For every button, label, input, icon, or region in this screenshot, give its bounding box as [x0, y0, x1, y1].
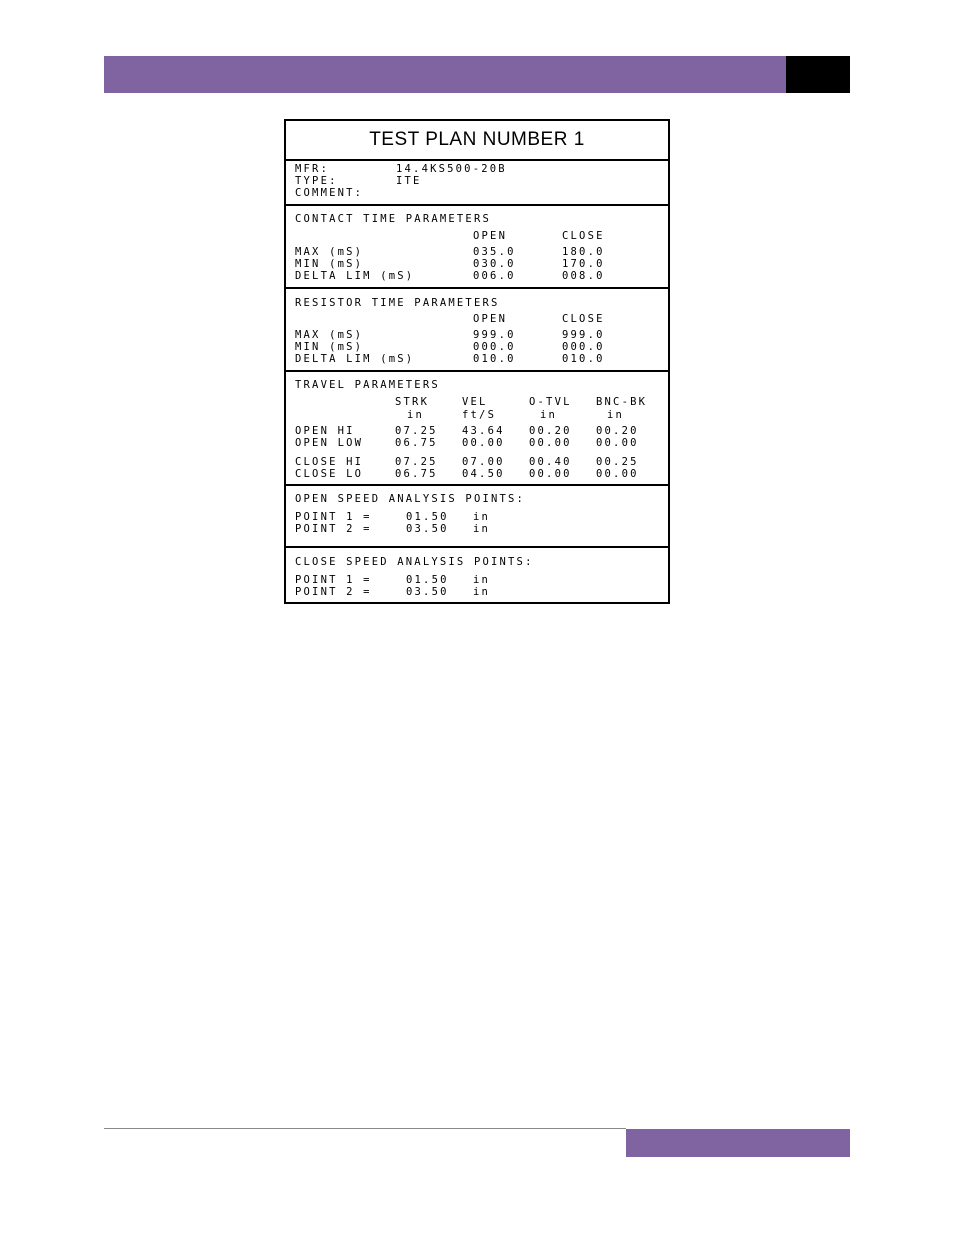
contact-heading: CONTACT TIME PARAMETERS — [295, 213, 491, 225]
open-speed-point-value: 03.50 — [406, 523, 449, 535]
travel-cell: 07.25 — [395, 425, 438, 437]
close-speed-point-value: 03.50 — [406, 586, 449, 598]
contact-row-close: 180.0 — [562, 246, 605, 258]
contact-row-open: 030.0 — [473, 258, 516, 270]
contact-row-label: DELTA LIM (mS) — [295, 270, 415, 282]
open-speed-point-value: 01.50 — [406, 511, 449, 523]
resistor-row-close: 999.0 — [562, 329, 605, 341]
resistor-col-open: OPEN — [473, 313, 508, 325]
footer-rule — [104, 1128, 626, 1129]
footer-bar — [626, 1129, 850, 1157]
type-value: ITE — [396, 175, 422, 187]
travel-row-label: OPEN LOW — [295, 437, 364, 449]
contact-row-open: 006.0 — [473, 270, 516, 282]
travel-col-unit: in — [407, 409, 425, 421]
comment-label: COMMENT: — [295, 187, 364, 199]
open-speed-point-label: POINT 1 = — [295, 511, 372, 523]
open-speed-point-label: POINT 2 = — [295, 523, 372, 535]
mfr-value: 14.4KS500-20B — [396, 163, 507, 175]
travel-cell: 07.25 — [395, 456, 438, 468]
travel-cell: 00.00 — [596, 437, 639, 449]
contact-row-label: MAX (mS) — [295, 246, 364, 258]
resistor-heading: RESISTOR TIME PARAMETERS — [295, 297, 500, 309]
divider — [286, 287, 668, 289]
travel-col-unit: in — [540, 409, 558, 421]
travel-col-unit: in — [607, 409, 625, 421]
travel-cell: 06.75 — [395, 468, 438, 480]
travel-cell: 00.25 — [596, 456, 639, 468]
close-speed-heading: CLOSE SPEED ANALYSIS POINTS: — [295, 556, 534, 568]
contact-row-label: MIN (mS) — [295, 258, 364, 270]
travel-col-name: O-TVL — [529, 396, 572, 408]
travel-cell: 00.00 — [462, 437, 505, 449]
resistor-row-open: 000.0 — [473, 341, 516, 353]
test-plan-printout — [284, 119, 670, 604]
travel-cell: 00.00 — [529, 437, 572, 449]
type-label: TYPE: — [295, 175, 338, 187]
travel-cell: 04.50 — [462, 468, 505, 480]
travel-cell: 00.20 — [529, 425, 572, 437]
open-speed-point-unit: in — [473, 523, 491, 535]
divider — [286, 159, 668, 161]
travel-col-name: BNC-BK — [596, 396, 648, 408]
resistor-row-label: MAX (mS) — [295, 329, 364, 341]
mfr-label: MFR: — [295, 163, 330, 175]
close-speed-point-label: POINT 1 = — [295, 574, 372, 586]
contact-row-close: 008.0 — [562, 270, 605, 282]
divider — [286, 370, 668, 372]
close-speed-point-value: 01.50 — [406, 574, 449, 586]
travel-cell: 00.40 — [529, 456, 572, 468]
travel-cell: 00.20 — [596, 425, 639, 437]
contact-col-open: OPEN — [473, 230, 508, 242]
contact-row-open: 035.0 — [473, 246, 516, 258]
open-speed-point-unit: in — [473, 511, 491, 523]
travel-col-unit: ft/S — [462, 409, 497, 421]
resistor-row-open: 010.0 — [473, 353, 516, 365]
resistor-row-label: MIN (mS) — [295, 341, 364, 353]
travel-row-label: OPEN HI — [295, 425, 355, 437]
close-speed-point-unit: in — [473, 574, 491, 586]
divider — [286, 546, 668, 548]
divider — [286, 204, 668, 206]
resistor-row-close: 010.0 — [562, 353, 605, 365]
resistor-row-label: DELTA LIM (mS) — [295, 353, 415, 365]
travel-cell: 07.00 — [462, 456, 505, 468]
resistor-col-close: CLOSE — [562, 313, 605, 325]
resistor-row-open: 999.0 — [473, 329, 516, 341]
printout-title: TEST PLAN NUMBER 1 — [369, 129, 585, 150]
travel-row-label: CLOSE HI — [295, 456, 364, 468]
header-page-block — [786, 56, 850, 93]
close-speed-point-unit: in — [473, 586, 491, 598]
travel-cell: 00.00 — [529, 468, 572, 480]
travel-heading: TRAVEL PARAMETERS — [295, 379, 440, 391]
contact-row-close: 170.0 — [562, 258, 605, 270]
travel-cell: 43.64 — [462, 425, 505, 437]
travel-col-name: VEL — [462, 396, 488, 408]
header-bar — [104, 56, 786, 93]
divider — [286, 484, 668, 486]
travel-col-name: STRK — [395, 396, 430, 408]
close-speed-point-label: POINT 2 = — [295, 586, 372, 598]
travel-cell: 00.00 — [596, 468, 639, 480]
travel-row-label: CLOSE LO — [295, 468, 364, 480]
contact-col-close: CLOSE — [562, 230, 605, 242]
resistor-row-close: 000.0 — [562, 341, 605, 353]
travel-cell: 06.75 — [395, 437, 438, 449]
open-speed-heading: OPEN SPEED ANALYSIS POINTS: — [295, 493, 526, 505]
